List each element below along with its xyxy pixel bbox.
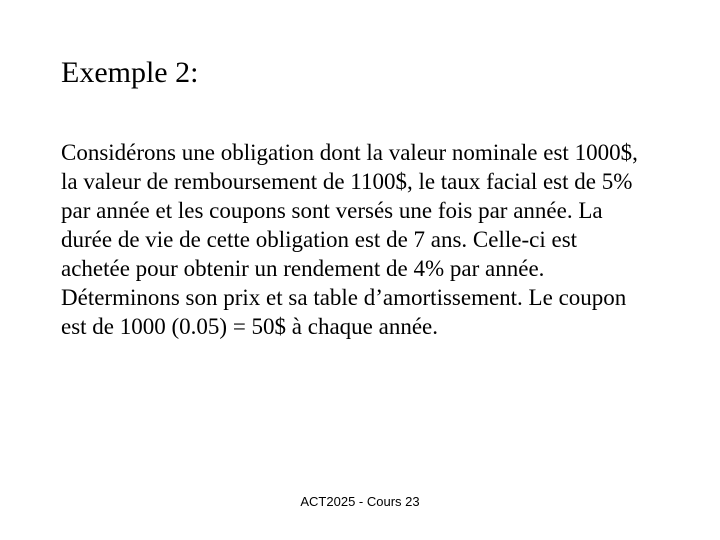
body-line: Déterminons son prix et sa table d’amortissement. Le coupon (61, 285, 627, 310)
body-line: la valeur de remboursement de 1100$, le taux facial est de 5% (61, 169, 633, 194)
slide-footer: ACT2025 - Cours 23 (300, 494, 420, 509)
body-line: achetée pour obtenir un rendement de 4% par année. (61, 256, 545, 281)
body-line: est de 1000 (0.05) = 50$ à chaque année. (61, 314, 439, 339)
body-line: par année et les coupons sont versés une fois par année. La (61, 198, 603, 223)
slide-title: Exemple 2: (61, 56, 199, 89)
body-line: Considérons une obligation dont la valeur nominale est 1000$, (61, 140, 638, 165)
body-line: durée de vie de cette obligation est de 7 ans. Celle-ci est (61, 227, 578, 252)
slide-body (61, 138, 701, 341)
